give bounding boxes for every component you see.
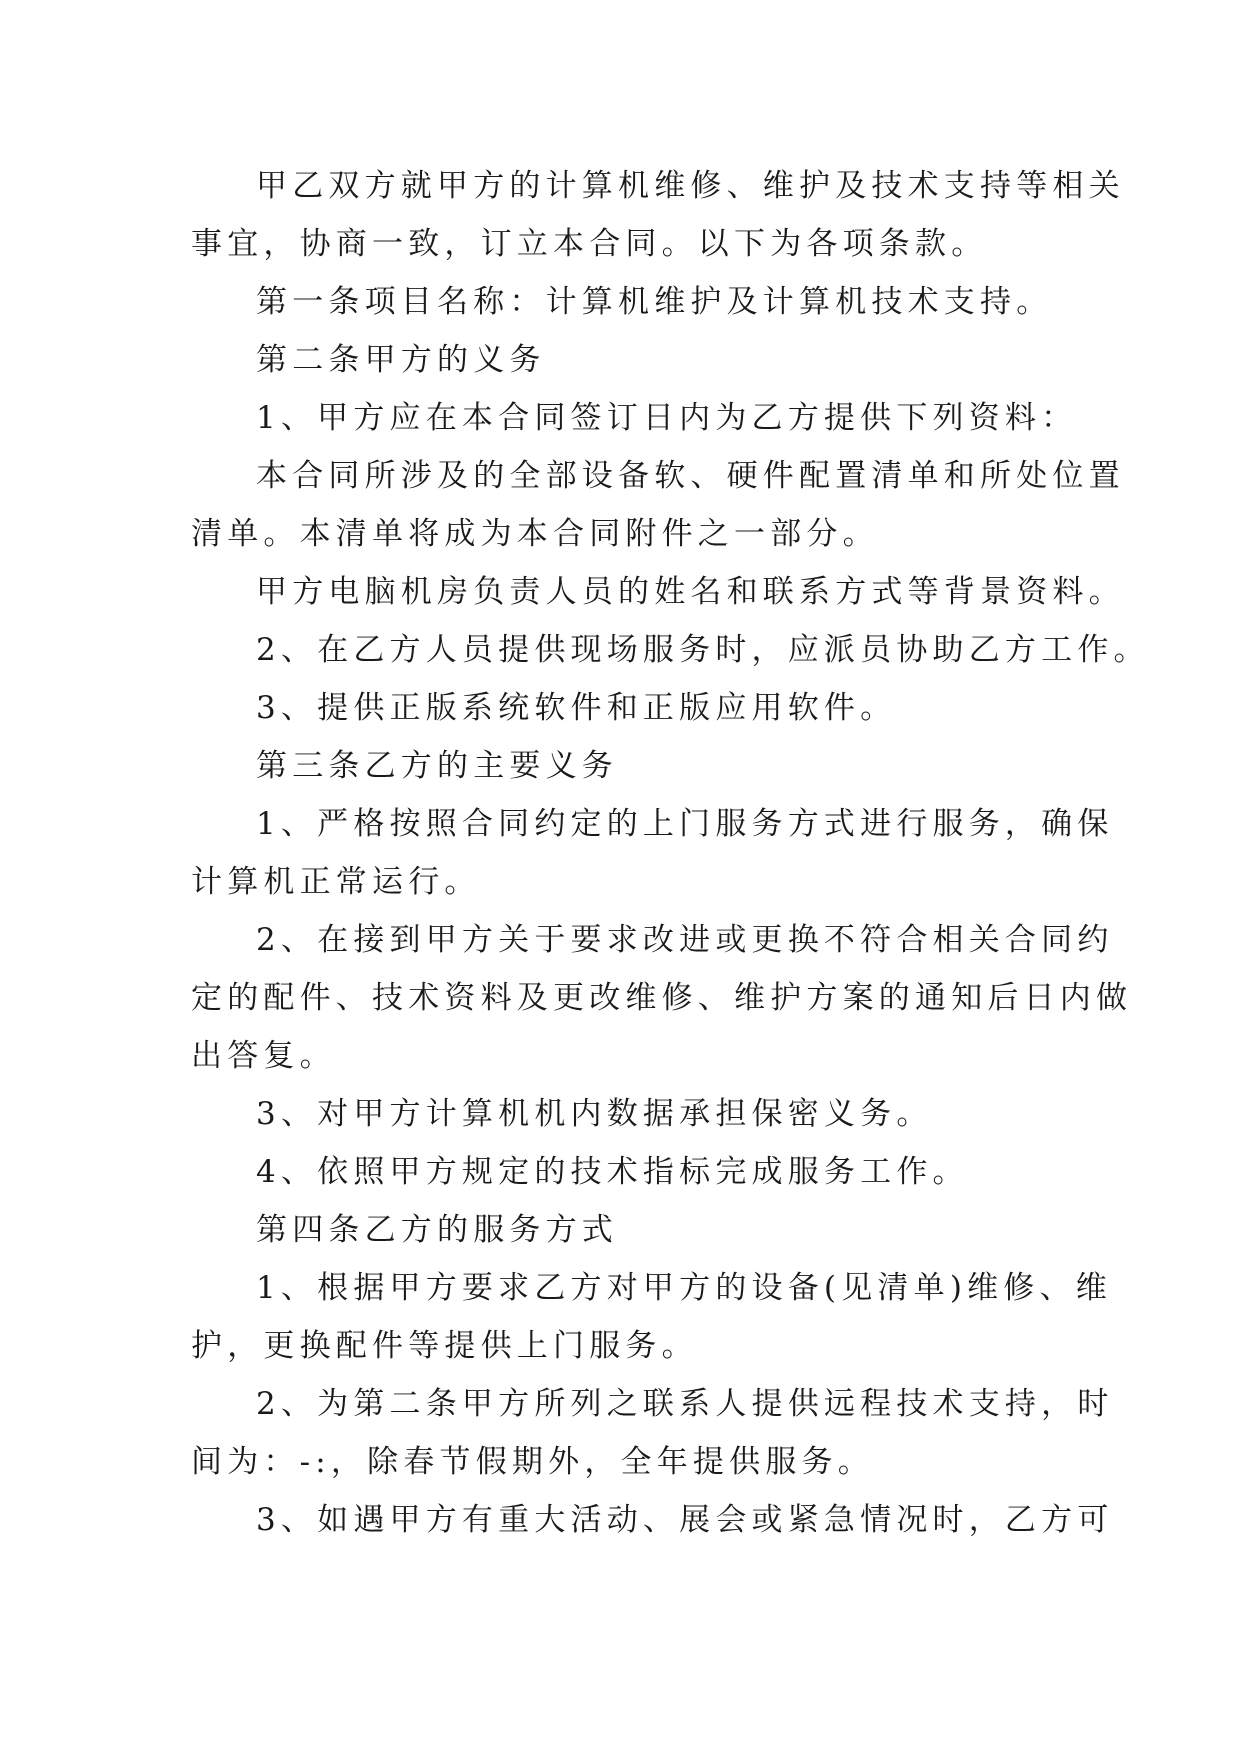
- list-item: 2、为第二条甲方所列之联系人提供远程技术支持，时: [256, 1386, 1114, 1422]
- paragraph-line: 定的配件、技术资料及更改维修、维护方案的通知后日内做: [191, 980, 1133, 1016]
- list-item: 4、依照甲方规定的技术指标完成服务工作。: [256, 1154, 969, 1190]
- list-item: 3、提供正版系统软件和正版应用软件。: [256, 690, 897, 726]
- list-item: 1、甲方应在本合同签订日内为乙方提供下列资料：: [256, 400, 1078, 436]
- article-heading: 第一条项目名称：计算机维护及计算机技术支持。: [256, 284, 1053, 320]
- list-item: 2、在乙方人员提供现场服务时，应派员协助乙方工作。: [256, 632, 1150, 668]
- paragraph-line: 清单。本清单将成为本合同附件之一部分。: [191, 516, 879, 552]
- list-item: 1、严格按照合同约定的上门服务方式进行服务，确保: [256, 806, 1114, 842]
- list-item: 1、根据甲方要求乙方对甲方的设备(见清单)维修、维: [256, 1270, 1112, 1306]
- paragraph-line: 甲方电脑机房负责人员的姓名和联系方式等背景资料。: [256, 574, 1125, 610]
- list-item: 3、对甲方计算机机内数据承担保密义务。: [256, 1096, 933, 1132]
- article-heading: 第四条乙方的服务方式: [256, 1212, 618, 1248]
- paragraph-line: 出答复。: [191, 1038, 336, 1074]
- article-heading: 第三条乙方的主要义务: [256, 748, 618, 784]
- paragraph-line: 计算机正常运行。: [191, 864, 481, 900]
- article-heading: 第二条甲方的义务: [256, 342, 546, 378]
- paragraph-line: 事宜，协商一致，订立本合同。以下为各项条款。: [191, 226, 988, 262]
- list-item: 3、如遇甲方有重大活动、展会或紧急情况时，乙方可: [256, 1502, 1114, 1538]
- paragraph-line: 本合同所涉及的全部设备软、硬件配置清单和所处位置: [256, 458, 1125, 494]
- list-item: 2、在接到甲方关于要求改进或更换不符合相关合同约: [256, 922, 1114, 958]
- paragraph-line: 甲乙双方就甲方的计算机维修、维护及技术支持等相关: [256, 168, 1125, 204]
- paragraph-line: 护，更换配件等提供上门服务。: [191, 1328, 698, 1364]
- paragraph-line: 间为：-:，除春节假期外，全年提供服务。: [191, 1444, 874, 1480]
